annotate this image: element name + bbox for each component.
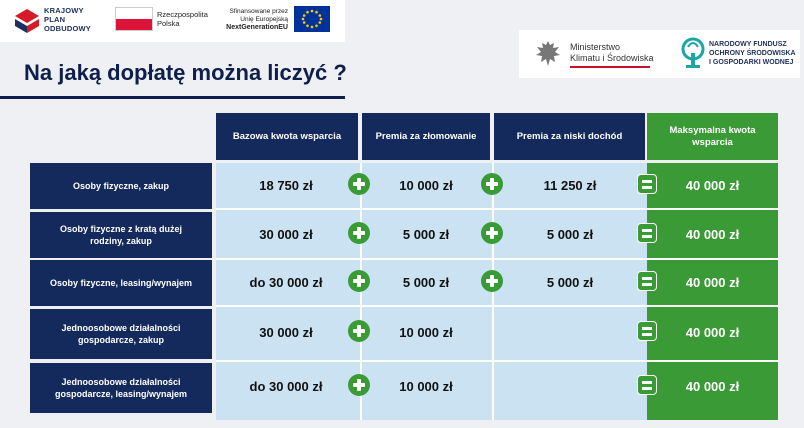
row-2-max: 40 000 zł [685, 227, 740, 242]
row-label-4: Jednoosobowe działalności gospodarcze, zakup [30, 309, 212, 359]
row-label-1: Osoby fizyczne, zakup [30, 163, 212, 209]
row-label-5: Jednoosobowe działalności gospodarcze, leasing/wynajem [30, 363, 212, 413]
row-5-max: 40 000 zł [685, 379, 740, 394]
row-3-max: 40 000 zł [685, 275, 740, 290]
header-scrap: Premia za złomowanie [362, 113, 490, 160]
row-3-base: do 30 000 zł [249, 275, 323, 290]
eu-line-2: Unię Europejską [240, 16, 288, 23]
plus-icon [348, 374, 370, 396]
polish-flag-icon [115, 7, 153, 31]
row-2-base: 30 000 zł [259, 227, 313, 242]
title-underline [0, 96, 345, 99]
eu-line-3: NextGenerationEU [226, 24, 288, 31]
rp-label [157, 10, 208, 28]
row-1-max: 40 000 zł [685, 178, 740, 193]
kpo-mark-icon [14, 8, 40, 34]
row-1-base: 18 750 zł [259, 178, 313, 193]
kpo-logo [14, 6, 104, 36]
header-max: Maksymalna kwota wsparcia [647, 113, 778, 160]
kpo-line-1: KRAJOWY [44, 6, 84, 15]
row-1-low-income: 11 250 zł [543, 178, 597, 193]
row-3-scrap: 5 000 zł [402, 275, 450, 290]
row-4-max: 40 000 zł [685, 325, 740, 340]
row-divider [216, 258, 778, 260]
nfos-line-2: OCHRONY ŚRODOWISKA [709, 50, 796, 57]
eu-funding-label [220, 8, 288, 32]
row-1-scrap: 10 000 zł [399, 178, 453, 193]
eu-flag-icon [294, 6, 330, 32]
row-label-3: Osoby fizyczne, leasing/wynajem [30, 260, 212, 306]
plus-icon [348, 173, 370, 195]
plus-icon [481, 222, 503, 244]
nfosigw-logo-icon [679, 37, 707, 71]
header-base: Bazowa kwota wsparcia [216, 113, 358, 160]
row-5-base: do 30 000 zł [249, 379, 323, 394]
row-4-scrap: 10 000 zł [399, 325, 453, 340]
rp-line-1: Rzeczpospolita [157, 10, 208, 19]
row-5-scrap: 10 000 zł [399, 379, 453, 394]
row-divider [216, 360, 778, 362]
ministry-underline [570, 66, 650, 68]
row-3-low-income: 5 000 zł [546, 275, 594, 290]
eu-line-1: Sfinansowane przez [229, 8, 288, 15]
nfos-line-3: I GOSPODARKI WODNEJ [709, 59, 794, 66]
row-divider [216, 305, 778, 307]
row-label-2: Osoby fizyczne z kratą dużej rodziny, zakup [30, 212, 212, 258]
plus-icon [481, 270, 503, 292]
page-title: Na jaką dopłatę można liczyć ? [24, 60, 347, 85]
ministry-line-1: Ministerstwo [570, 42, 621, 52]
row-divider [216, 208, 778, 210]
row-2-low-income: 5 000 zł [546, 227, 594, 242]
plus-icon [348, 270, 370, 292]
ministry-logos [519, 30, 800, 78]
plus-icon [348, 320, 370, 342]
kpo-line-3: ODBUDOWY [44, 24, 92, 33]
header-low-income: Premia za niski dochód [494, 113, 645, 160]
funding-logos-bar [0, 0, 345, 42]
kpo-line-2: PLAN [44, 15, 66, 24]
row-4-base: 30 000 zł [259, 325, 313, 340]
plus-icon [348, 222, 370, 244]
nfos-line-1: NARODOWY FUNDUSZ [709, 41, 787, 48]
plus-icon [481, 173, 503, 195]
rp-line-2: Polska [157, 19, 180, 28]
polish-eagle-icon [533, 38, 563, 70]
row-2-scrap: 5 000 zł [402, 227, 450, 242]
ministry-line-2: Klimatu i Środowiska [570, 53, 654, 63]
